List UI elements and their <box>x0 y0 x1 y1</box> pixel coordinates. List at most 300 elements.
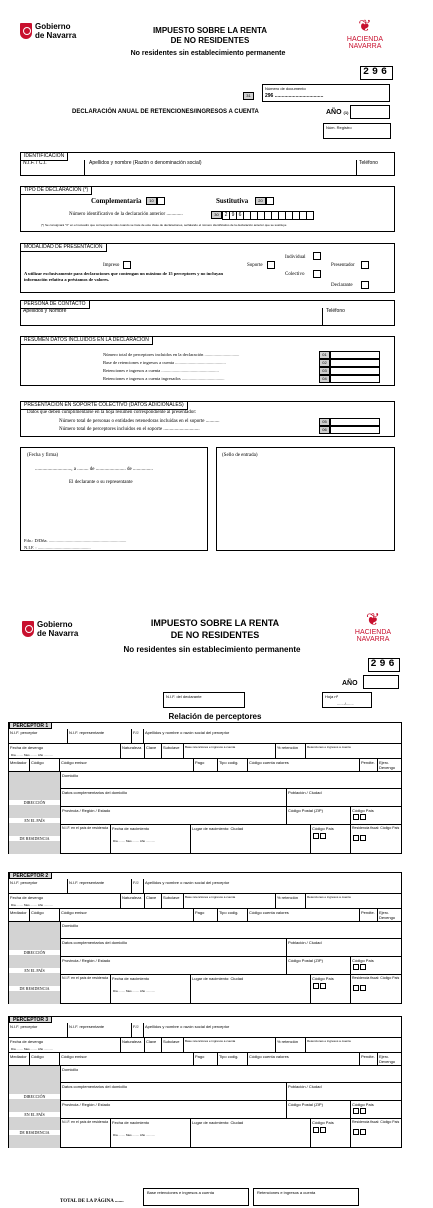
apellidos-perceptor-field[interactable] <box>143 729 401 743</box>
codigo-pais-label: Código País <box>312 1120 334 1125</box>
direccion-label: DIRECCIÓN <box>9 800 60 805</box>
base-ret-label: Base retenciones e ingresos a cuenta <box>185 1039 236 1043</box>
soporte-checkbox[interactable] <box>267 261 275 269</box>
subclave-field[interactable] <box>161 1038 183 1052</box>
nif-pais-field[interactable] <box>60 825 110 854</box>
soporte-row-label: Número total de personas o entidades retenedoras incluidas en el soporte ........... <box>59 419 220 424</box>
base-ret-field[interactable] <box>183 744 275 758</box>
pago-field[interactable] <box>193 909 217 921</box>
residencia-fiscal-field[interactable] <box>350 1119 401 1148</box>
country-code-box[interactable] <box>360 835 366 841</box>
base-ret-field[interactable] <box>183 1038 275 1052</box>
tipo-codig-label: Tipo codig. <box>219 1054 239 1059</box>
sustitutiva-label: Sustitutiva <box>216 197 249 205</box>
apellidos-perceptor-field[interactable] <box>143 879 401 893</box>
fecha-nacimiento-label: Fecha de nacimiento <box>112 1120 150 1125</box>
fecha-firma-label: (Fecha y firma) <box>27 453 59 458</box>
complementaria-label: Complementaria <box>91 197 142 205</box>
apellidos-perceptor-label: Apellidos y nombre o razón social del perceptor <box>145 1024 230 1029</box>
subclave-label: Subclave <box>163 1039 180 1044</box>
fecha-nacimiento-label: Fecha de nacimiento <box>112 826 150 831</box>
nif-representante-field[interactable] <box>67 1023 131 1037</box>
country-code-box[interactable] <box>353 1129 359 1135</box>
nacimiento-codigo-pais-field[interactable] <box>310 975 350 1004</box>
pendiente-field[interactable] <box>359 909 377 921</box>
contacto-header: PERSONA DE CONTACTO <box>20 300 90 309</box>
num-registro-box[interactable] <box>323 123 391 139</box>
nif-declarante-box[interactable] <box>163 692 245 708</box>
nif-field[interactable] <box>23 160 85 176</box>
residencia-fiscal-label: Residencia fiscal: Código País <box>352 1120 400 1124</box>
ejerc-devengo-field[interactable] <box>377 909 401 921</box>
num-ident-anterior-input[interactable] <box>222 211 313 220</box>
pct-ret-label: % retención <box>277 745 299 750</box>
country-code-box[interactable] <box>360 1129 366 1135</box>
total-base-label: Base retenciones e ingresos a cuenta <box>147 1190 214 1195</box>
hoja-label: Hoja nº <box>325 694 339 699</box>
datos-compl-field[interactable] <box>60 789 286 806</box>
digit[interactable] <box>306 211 314 220</box>
fj-label: F/J <box>133 880 139 885</box>
mediador-field[interactable] <box>9 759 29 771</box>
nif-perceptor-label: N.I.F. perceptor <box>10 730 38 735</box>
box-03: 03 <box>319 367 330 375</box>
tipo-codig-field[interactable] <box>217 759 247 771</box>
tipo-declaracion-section <box>20 186 395 232</box>
datos-compl-field[interactable] <box>60 1083 286 1100</box>
codigo-cuenta-field[interactable] <box>247 909 359 921</box>
lugar-nacimiento-label: Lugar de nacimiento: Ciudad <box>192 1120 244 1125</box>
fecha-devengo-label: Fecha de devengo <box>10 1039 44 1044</box>
nif-representante-label: N.I.F. representante <box>69 1024 105 1029</box>
fj-field[interactable] <box>131 729 143 743</box>
doc-number-box[interactable] <box>262 84 390 102</box>
pago-label: Pago <box>195 760 205 765</box>
tipo-note: (*) Se consignará "X" en el recuadro que corresponda sólo cuando se trate de este clase de declaraciones, señalando el número identificativo de la declaración anterior que se sustituye <box>41 223 287 227</box>
mediador-label: Mediador <box>10 760 27 765</box>
sustitutiva-checkbox[interactable] <box>266 197 274 205</box>
provincia-label: Provincia / Región / Estado <box>62 958 111 963</box>
gobierno-navarra-logo <box>22 620 78 638</box>
codigo-postal-field[interactable] <box>286 957 350 974</box>
resumen-header: RESUMEN DATOS INCLUIDOS EN LA DECLARACION <box>20 336 153 345</box>
country-code-box[interactable] <box>353 964 359 970</box>
pago-field[interactable] <box>193 1053 217 1065</box>
fecha-nacimiento-field[interactable] <box>110 825 190 854</box>
fecha-nacimiento-field[interactable] <box>110 1119 190 1148</box>
declarante-rep: El declarante o su representante <box>69 480 133 485</box>
codigo-pais-label: Código País <box>352 808 374 813</box>
domicilio-label: Domicilio <box>62 1067 79 1072</box>
sello-label: (Sello de entrada) <box>222 453 258 458</box>
codigo-postal-label: Código Postal (ZIP) <box>288 958 323 963</box>
box-20: 20 <box>255 197 266 205</box>
ret-ingresos-field[interactable] <box>305 1038 401 1052</box>
box-31: 31 <box>243 92 254 100</box>
pct-ret-label: % retención <box>277 895 299 900</box>
declarante-checkbox[interactable] <box>361 281 369 289</box>
en-el-pais-label: EN EL PAÍS <box>9 1112 60 1117</box>
perceptor-block <box>8 1016 402 1148</box>
fecha-devengo-field[interactable] <box>9 894 120 908</box>
soporte-intro: Datos que deben cumplimentarse en la hoja resumen correspondiente al presentador: <box>27 410 197 415</box>
form-title-2: DE NO RESIDENTES <box>170 630 260 640</box>
naturaleza-label: Naturaleza <box>122 895 142 900</box>
fj-label: F/J <box>133 730 139 735</box>
codigo-pais-label: Código País <box>352 1102 374 1107</box>
poblacion-field[interactable] <box>286 789 401 806</box>
ejerc-devengo-field[interactable] <box>377 759 401 771</box>
pct-ret-field[interactable] <box>275 1038 305 1052</box>
codigo-emisor-field[interactable] <box>59 909 193 921</box>
country-code-box[interactable] <box>313 1127 319 1133</box>
naturaleza-label: Naturaleza <box>122 745 142 750</box>
perceptor-header: PERCEPTOR 3 <box>9 1016 52 1023</box>
country-code-box[interactable] <box>320 833 326 839</box>
presentador-checkbox[interactable] <box>361 261 369 269</box>
resumen-section <box>20 336 395 386</box>
resumen-row-label: Base de retenciones e ingresos a cuenta ............................................. <box>103 360 226 365</box>
en-el-pais-label: EN EL PAÍS <box>9 818 60 823</box>
box-02: 02 <box>319 359 330 367</box>
lugar-nacimiento-field[interactable] <box>190 825 310 854</box>
fj-field[interactable] <box>131 1023 143 1037</box>
total-pagina-label: TOTAL DE LA PÁGINA ....... <box>60 1199 124 1204</box>
codigo-emisor-label: Código emisor <box>61 1054 87 1059</box>
nif-representante-field[interactable] <box>67 879 131 893</box>
pct-ret-label: % retención <box>277 1039 299 1044</box>
provincia-field[interactable] <box>60 957 286 974</box>
country-code-box[interactable] <box>313 983 319 989</box>
fj-field[interactable] <box>131 879 143 893</box>
org-line-1: Gobierno <box>35 22 71 31</box>
dia-mes-ano: Día ........ Mes ........ Año ........... <box>113 839 156 843</box>
base-ret-field[interactable] <box>183 894 275 908</box>
fecha-devengo-field[interactable] <box>9 1038 120 1052</box>
dia-mes-ano: Día ........ Mes ........ Año ........... <box>113 989 156 993</box>
colectivo-checkbox[interactable] <box>313 270 321 278</box>
apellidos-label: Apellidos y nombre (Razón o denominación social) <box>89 160 202 166</box>
poblacion-label: Población / Ciudad <box>288 1084 322 1089</box>
residencia-fiscal-field[interactable] <box>350 975 401 1004</box>
ret-ingresos-field[interactable] <box>305 894 401 908</box>
pct-ret-field[interactable] <box>275 894 305 908</box>
digit-prefix-3: 6 <box>236 211 244 220</box>
country-code-box[interactable] <box>360 1108 366 1114</box>
resumen-input-01[interactable] <box>330 351 380 359</box>
domicilio-field[interactable] <box>60 922 401 938</box>
individual-label: Individual <box>285 255 306 260</box>
total-ret-box[interactable] <box>253 1188 359 1206</box>
subclave-field[interactable] <box>161 744 183 758</box>
navarra-shield-icon <box>22 621 34 637</box>
codigo-pais-field[interactable] <box>350 1101 401 1118</box>
box-10: 10 <box>146 197 157 205</box>
hacienda-line-2: NAVARRA <box>356 636 390 643</box>
fecha-devengo-label: Fecha de devengo <box>10 895 44 900</box>
pendiente-field[interactable] <box>359 759 377 771</box>
form-title-1: IMPUESTO SOBRE LA RENTA <box>152 26 268 35</box>
doc-number-value: 296 ................................... <box>265 93 324 99</box>
nif-declarante-label: N.I.F. del declarante <box>166 694 202 699</box>
country-code-box[interactable] <box>353 985 359 991</box>
dia-mes-ano: Día ........ Mes ........ Año ........... <box>113 1133 156 1137</box>
fdo-line: Fdo.: D/Dña. ..................................................................... <box>24 538 127 543</box>
country-code-box[interactable] <box>313 833 319 839</box>
nif-representante-field[interactable] <box>67 729 131 743</box>
country-code-box[interactable] <box>320 1127 326 1133</box>
apellidos-perceptor-label: Apellidos y nombre o razón social del perceptor <box>145 730 230 735</box>
country-code-box[interactable] <box>353 1108 359 1114</box>
ano-input[interactable] <box>350 105 390 119</box>
base-ret-label: Base retenciones e ingresos a cuenta <box>185 745 236 749</box>
ano-label: AÑO <box>326 109 342 116</box>
codigo-pais-label: Código País <box>352 958 374 963</box>
navarra-shield-icon <box>20 23 32 39</box>
clave-label: Clave <box>146 745 157 750</box>
ano-input[interactable] <box>363 675 399 689</box>
apellidos-perceptor-label: Apellidos y nombre o razón social del perceptor <box>145 880 230 885</box>
identificacion-section <box>20 152 395 176</box>
resumen-input-03[interactable] <box>330 367 380 375</box>
mediador-label: Mediador <box>10 1054 27 1059</box>
country-code-box[interactable] <box>353 835 359 841</box>
codigo-field[interactable] <box>29 1053 59 1065</box>
provincia-label: Provincia / Región / Estado <box>62 1102 111 1107</box>
soporte-row-label: Número total de perceptores incluidos en el soporte ............................. <box>59 427 200 432</box>
codigo-emisor-field[interactable] <box>59 759 193 771</box>
provincia-field[interactable] <box>60 1101 286 1118</box>
modalidad-note: A utilizar exclusivamente para declaraciones que contengan un máximo de 15 perceptores y no incluyan información relativa a préstamos de valores. <box>24 271 223 282</box>
codigo-postal-field[interactable] <box>286 1101 350 1118</box>
codigo-cuenta-label: Código cuenta valores <box>249 1054 289 1059</box>
datos-compl-field[interactable] <box>60 939 286 956</box>
poblacion-field[interactable] <box>286 1083 401 1100</box>
hoja-box[interactable] <box>322 692 372 708</box>
mediador-field[interactable] <box>9 1053 29 1065</box>
apellidos-field[interactable] <box>87 160 357 176</box>
nif-perceptor-field[interactable] <box>9 879 67 893</box>
poblacion-label: Población / Ciudad <box>288 790 322 795</box>
residencia-fiscal-field[interactable] <box>350 825 401 854</box>
resumen-input-02[interactable] <box>330 359 380 367</box>
country-code-box[interactable] <box>360 814 366 820</box>
fecha-nacimiento-field[interactable] <box>110 975 190 1004</box>
ano-sup: (1) <box>343 110 349 115</box>
address-side-panel <box>9 922 60 1004</box>
lugar-nacimiento-field[interactable] <box>190 975 310 1004</box>
naturaleza-field[interactable] <box>120 894 144 908</box>
tipo-codig-field[interactable] <box>217 909 247 921</box>
total-ret-label: Retenciones e ingresos a cuenta <box>257 1190 316 1195</box>
firma-section[interactable] <box>20 447 208 551</box>
model-code: 296 <box>368 658 400 672</box>
domicilio-field[interactable] <box>60 772 401 788</box>
model-code: 296 <box>360 66 393 80</box>
codigo-cuenta-field[interactable] <box>247 759 359 771</box>
hacienda-emblem-icon: ❦ <box>358 18 372 35</box>
nif-perceptor-field[interactable] <box>9 1023 67 1037</box>
country-code-box[interactable] <box>360 964 366 970</box>
subclave-field[interactable] <box>161 894 183 908</box>
pago-label: Pago <box>195 910 205 915</box>
mediador-field[interactable] <box>9 909 29 921</box>
soporte-header: PRESENTACION EN SOPORTE COLECTIVO (DATOS ADICIONALES) <box>20 401 188 410</box>
codigo-postal-label: Código Postal (ZIP) <box>288 808 323 813</box>
modalidad-section <box>20 243 395 293</box>
hacienda-emblem-icon: ❦ <box>365 610 381 629</box>
pendiente-label: Pendte. <box>361 910 375 915</box>
direccion-label: DIRECCIÓN <box>9 950 60 955</box>
pago-field[interactable] <box>193 759 217 771</box>
soporte-label: Soporte <box>247 263 263 268</box>
digit-prefix-2: 9 <box>229 211 237 220</box>
codigo-label: Código <box>31 1054 44 1059</box>
nif-line: N.I.F. : ............................................... <box>24 545 91 550</box>
nif-pais-field[interactable] <box>60 975 110 1004</box>
de-residencia-label: DE RESIDENCIA <box>9 836 60 841</box>
tipo-codig-field[interactable] <box>217 1053 247 1065</box>
soporte-input-05[interactable] <box>330 418 380 426</box>
form-title-1: IMPUESTO SOBRE LA RENTA <box>150 618 280 628</box>
datos-compl-label: Datos complementarios del domicilio <box>62 790 128 795</box>
perceptor-header: PERCEPTOR 2 <box>9 872 52 879</box>
box-04: 04 <box>319 375 330 383</box>
soporte-input-06[interactable] <box>330 426 380 434</box>
hacienda-logo <box>340 18 390 50</box>
num-ident-anterior-label: Número identificativo de la declaración anterior ............. <box>69 212 183 217</box>
nacimiento-codigo-pais-field[interactable] <box>310 825 350 854</box>
total-base-box[interactable] <box>143 1188 249 1206</box>
hacienda-logo <box>345 610 401 643</box>
hacienda-line-2: NAVARRA <box>348 43 382 50</box>
resumen-row-label: Retenciones e ingresos a cuenta ................................................... <box>103 368 219 373</box>
codigo-pais-field[interactable] <box>350 957 401 974</box>
impreso-label: Impreso <box>103 263 120 268</box>
mediador-label: Mediador <box>10 910 27 915</box>
codigo-field[interactable] <box>29 909 59 921</box>
nif-pais-field[interactable] <box>60 1119 110 1148</box>
direccion-label: DIRECCIÓN <box>9 1094 60 1099</box>
codigo-postal-field[interactable] <box>286 807 350 824</box>
ret-ingresos-field[interactable] <box>305 744 401 758</box>
clave-field[interactable] <box>144 744 161 758</box>
domicilio-field[interactable] <box>60 1066 401 1082</box>
nif-pais-label: N.I.F. en el país de residencia <box>62 1120 109 1124</box>
individual-checkbox[interactable] <box>313 252 321 260</box>
dia-mes-ano: Día ........ Mes ........ Año ........... <box>11 753 54 757</box>
lugar-nacimiento-label: Lugar de nacimiento: Ciudad <box>192 976 244 981</box>
domicilio-label: Domicilio <box>62 773 79 778</box>
provincia-field[interactable] <box>60 807 286 824</box>
ret-ingresos-label: Retenciones e ingresos a cuenta <box>307 1039 351 1043</box>
provincia-label: Provincia / Región / Estado <box>62 808 111 813</box>
org-line-2: de Navarra <box>35 31 77 40</box>
form-subtitle: No residentes sin establecimiento permanente <box>123 645 301 654</box>
org-line-2: de Navarra <box>37 629 79 638</box>
lugar-nacimiento-label: Lugar de nacimiento: Ciudad <box>192 826 244 831</box>
relacion-title: Relación de perceptores <box>168 712 262 721</box>
perceptor-block <box>8 872 402 1004</box>
codigo-pais-field[interactable] <box>350 807 401 824</box>
ejerc-devengo-label: Ejerc. Devengo <box>379 760 396 770</box>
tipo-codig-label: Tipo codig. <box>219 760 239 765</box>
lugar-nacimiento-field[interactable] <box>190 1119 310 1148</box>
fecha-devengo-field[interactable] <box>9 744 120 758</box>
identificacion-header: IDENTIFICACION <box>20 152 68 161</box>
modalidad-header: MODALIDAD DE PRESENTACIÓN <box>20 243 107 252</box>
codigo-pais-label: Código País <box>312 826 334 831</box>
codigo-field[interactable] <box>29 759 59 771</box>
resumen-input-04[interactable] <box>330 375 380 383</box>
de-residencia-label: DE RESIDENCIA <box>9 1130 60 1135</box>
clave-field[interactable] <box>144 1038 161 1052</box>
tipo-codig-label: Tipo codig. <box>219 910 239 915</box>
nif-perceptor-field[interactable] <box>9 729 67 743</box>
poblacion-field[interactable] <box>286 939 401 956</box>
subclave-label: Subclave <box>163 895 180 900</box>
decl-title: DECLARACIÓN ANUAL DE RETENCIONES/INGRESOS A CUENTA <box>72 109 259 115</box>
contacto-nombre-field[interactable] <box>23 308 323 326</box>
datos-compl-label: Datos complementarios del domicilio <box>62 1084 128 1089</box>
nacimiento-codigo-pais-field[interactable] <box>310 1119 350 1148</box>
fj-label: F/J <box>133 1024 139 1029</box>
codigo-postal-label: Código Postal (ZIP) <box>288 1102 323 1107</box>
impreso-checkbox[interactable] <box>123 261 131 269</box>
soporte-section <box>20 401 395 437</box>
pendiente-field[interactable] <box>359 1053 377 1065</box>
datos-compl-label: Datos complementarios del domicilio <box>62 940 128 945</box>
fecha-line: ............................., a ......... de ........................ de ................ <box>35 467 153 472</box>
nif-perceptor-label: N.I.F. perceptor <box>10 1024 38 1029</box>
nif-representante-label: N.I.F. representante <box>69 880 105 885</box>
perceptor-block <box>8 722 402 854</box>
country-code-box[interactable] <box>353 814 359 820</box>
ejerc-devengo-label: Ejerc. Devengo <box>379 910 396 920</box>
pendiente-label: Pendte. <box>361 760 375 765</box>
fecha-devengo-label: Fecha de devengo <box>10 745 44 750</box>
ejerc-devengo-field[interactable] <box>377 1053 401 1065</box>
org-line-1: Gobierno <box>37 620 73 629</box>
codigo-cuenta-label: Código cuenta valores <box>249 760 289 765</box>
country-code-box[interactable] <box>320 983 326 989</box>
codigo-cuenta-field[interactable] <box>247 1053 359 1065</box>
pct-ret-field[interactable] <box>275 744 305 758</box>
country-code-box[interactable] <box>360 985 366 991</box>
sello-section <box>216 447 395 551</box>
codigo-cuenta-label: Código cuenta valores <box>249 910 289 915</box>
apellidos-perceptor-field[interactable] <box>143 1023 401 1037</box>
clave-field[interactable] <box>144 894 161 908</box>
codigo-emisor-label: Código emisor <box>61 760 87 765</box>
codigo-emisor-field[interactable] <box>59 1053 193 1065</box>
contacto-telefono-label: Teléfono <box>326 308 345 314</box>
hacienda-line-1: HACIENDA <box>346 36 384 43</box>
base-ret-label: Base retenciones e ingresos a cuenta <box>185 895 236 899</box>
ret-ingresos-label: Retenciones e ingresos a cuenta <box>307 895 351 899</box>
residencia-fiscal-label: Residencia fiscal: Código País <box>352 826 400 830</box>
contacto-apellidos-label: Apellidos y Nombre <box>23 308 67 314</box>
resumen-row-label: Número total de perceptores incluidos en la declaración ............................... <box>103 352 240 357</box>
presentador-label: Presentador <box>331 263 355 268</box>
complementaria-checkbox[interactable] <box>157 197 165 205</box>
naturaleza-field[interactable] <box>120 744 144 758</box>
naturaleza-field[interactable] <box>120 1038 144 1052</box>
naturaleza-label: Naturaleza <box>122 1039 142 1044</box>
address-side-panel <box>9 772 60 854</box>
form-subtitle: No residentes sin establecimiento permanente <box>130 50 286 57</box>
codigo-label: Código <box>31 910 44 915</box>
